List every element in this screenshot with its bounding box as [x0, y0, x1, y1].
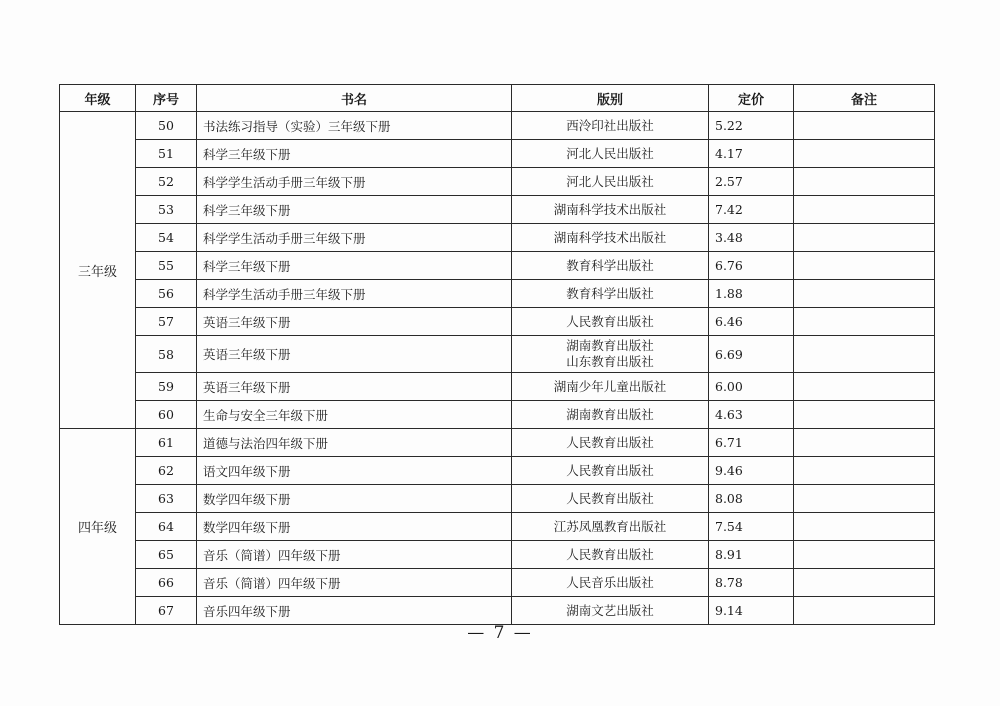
note-cell — [794, 112, 935, 140]
grade-cell: 四年级 — [60, 429, 136, 625]
seq-cell: 56 — [136, 280, 197, 308]
publisher-cell — [512, 429, 709, 457]
table-row — [60, 252, 935, 280]
publisher-name: 人民教育出版社 — [566, 462, 654, 478]
publisher-name: 西泠印社出版社 — [566, 117, 654, 133]
publisher-cell — [512, 373, 709, 401]
header-title: 书名 — [197, 85, 512, 112]
table-row — [60, 112, 935, 140]
seq-cell: 66 — [136, 569, 197, 597]
book-title-cell: 科学三年级下册 — [197, 140, 512, 168]
publisher-cell — [512, 196, 709, 224]
publisher-cell — [512, 112, 709, 140]
price-cell: 6.71 — [709, 429, 794, 457]
book-title-cell: 数学四年级下册 — [197, 485, 512, 513]
publisher-cell — [512, 140, 709, 168]
publisher-name: 人民音乐出版社 — [566, 574, 654, 590]
publisher-cell — [512, 252, 709, 280]
publisher-name: 人民教育出版社 — [566, 313, 654, 329]
table-header-row — [60, 85, 935, 112]
note-cell — [794, 373, 935, 401]
book-title-cell: 生命与安全三年级下册 — [197, 401, 512, 429]
table-row — [60, 308, 935, 336]
note-cell — [794, 196, 935, 224]
seq-cell: 64 — [136, 513, 197, 541]
table-row — [60, 541, 935, 569]
header-grade: 年级 — [60, 85, 136, 112]
table-row — [60, 168, 935, 196]
publisher-name: 河北人民出版社 — [566, 173, 654, 189]
publisher-name: 人民教育出版社 — [566, 546, 654, 562]
seq-cell: 62 — [136, 457, 197, 485]
publisher-cell — [512, 485, 709, 513]
book-title-cell: 书法练习指导（实验）三年级下册 — [197, 112, 512, 140]
book-title-cell: 英语三年级下册 — [197, 308, 512, 336]
publisher-cell — [512, 336, 709, 373]
header-publisher: 版别 — [512, 85, 709, 112]
publisher-cell — [512, 401, 709, 429]
book-title-cell: 科学学生活动手册三年级下册 — [197, 224, 512, 252]
table-row — [60, 373, 935, 401]
textbook-price-table — [59, 84, 935, 625]
book-title-cell: 科学三年级下册 — [197, 252, 512, 280]
seq-cell: 58 — [136, 336, 197, 373]
price-cell: 1.88 — [709, 280, 794, 308]
publisher-name: 湖南文艺出版社 — [566, 602, 654, 618]
note-cell — [794, 401, 935, 429]
publisher-name: 湖南科学技术出版社 — [553, 201, 667, 217]
table-row — [60, 597, 935, 625]
publisher-name: 湖南少年儿童出版社 — [553, 378, 667, 394]
book-title-cell: 道德与法治四年级下册 — [197, 429, 512, 457]
publisher-name: 山东教育出版社 — [566, 354, 654, 369]
price-cell: 8.91 — [709, 541, 794, 569]
price-cell: 8.78 — [709, 569, 794, 597]
price-cell: 6.00 — [709, 373, 794, 401]
price-cell: 6.69 — [709, 336, 794, 373]
table-row — [60, 513, 935, 541]
note-cell — [794, 457, 935, 485]
book-title-cell: 音乐（简谱）四年级下册 — [197, 541, 512, 569]
seq-cell: 60 — [136, 401, 197, 429]
book-title-cell: 语文四年级下册 — [197, 457, 512, 485]
page-number: — 7 — — [467, 623, 533, 643]
table-row — [60, 336, 935, 373]
seq-cell: 59 — [136, 373, 197, 401]
seq-cell: 51 — [136, 140, 197, 168]
publisher-cell — [512, 280, 709, 308]
table-row — [60, 140, 935, 168]
publisher-cell — [512, 224, 709, 252]
note-cell — [794, 280, 935, 308]
note-cell — [794, 224, 935, 252]
publisher-cell — [512, 308, 709, 336]
publisher-cell — [512, 513, 709, 541]
price-cell: 6.76 — [709, 252, 794, 280]
publisher-name: 教育科学出版社 — [566, 285, 654, 301]
table-row — [60, 401, 935, 429]
publisher-name: 湖南教育出版社 — [566, 338, 654, 353]
table-row — [60, 280, 935, 308]
seq-cell: 65 — [136, 541, 197, 569]
note-cell — [794, 541, 935, 569]
note-cell — [794, 252, 935, 280]
publisher-name: 湖南教育出版社 — [566, 406, 654, 422]
publisher-cell — [512, 541, 709, 569]
publisher-cell — [512, 457, 709, 485]
price-cell: 4.63 — [709, 401, 794, 429]
note-cell — [794, 336, 935, 373]
seq-cell: 53 — [136, 196, 197, 224]
book-title-cell: 科学三年级下册 — [197, 196, 512, 224]
table-row — [60, 485, 935, 513]
table-row — [60, 569, 935, 597]
seq-cell: 50 — [136, 112, 197, 140]
book-title-cell: 英语三年级下册 — [197, 336, 512, 373]
book-title-cell: 科学学生活动手册三年级下册 — [197, 168, 512, 196]
book-title-cell: 英语三年级下册 — [197, 373, 512, 401]
publisher-name: 河北人民出版社 — [566, 145, 654, 161]
table-body — [60, 112, 935, 625]
note-cell — [794, 597, 935, 625]
seq-cell: 57 — [136, 308, 197, 336]
grade-cell: 三年级 — [60, 112, 136, 429]
header-note: 备注 — [794, 85, 935, 112]
table-row — [60, 429, 935, 457]
publisher-cell — [512, 168, 709, 196]
price-cell: 5.22 — [709, 112, 794, 140]
note-cell — [794, 168, 935, 196]
publisher-name: 江苏凤凰教育出版社 — [553, 518, 667, 534]
book-title-cell: 科学学生活动手册三年级下册 — [197, 280, 512, 308]
price-cell: 7.54 — [709, 513, 794, 541]
note-cell — [794, 429, 935, 457]
price-cell: 2.57 — [709, 168, 794, 196]
seq-cell: 54 — [136, 224, 197, 252]
seq-cell: 52 — [136, 168, 197, 196]
header-seq: 序号 — [136, 85, 197, 112]
publisher-name: 人民教育出版社 — [566, 434, 654, 450]
header-price: 定价 — [709, 85, 794, 112]
publisher-name: 湖南科学技术出版社 — [553, 229, 667, 245]
note-cell — [794, 485, 935, 513]
publisher-name: 教育科学出版社 — [566, 257, 654, 273]
book-title-cell: 数学四年级下册 — [197, 513, 512, 541]
note-cell — [794, 140, 935, 168]
publisher-cell — [512, 569, 709, 597]
table-row — [60, 196, 935, 224]
book-title-cell: 音乐四年级下册 — [197, 597, 512, 625]
price-cell: 4.17 — [709, 140, 794, 168]
seq-cell: 61 — [136, 429, 197, 457]
seq-cell: 67 — [136, 597, 197, 625]
price-cell: 8.08 — [709, 485, 794, 513]
note-cell — [794, 513, 935, 541]
publisher-cell — [512, 597, 709, 625]
seq-cell: 55 — [136, 252, 197, 280]
table-row — [60, 457, 935, 485]
publisher-name: 人民教育出版社 — [566, 490, 654, 506]
price-cell: 9.14 — [709, 597, 794, 625]
table-row — [60, 224, 935, 252]
price-cell: 9.46 — [709, 457, 794, 485]
book-title-cell: 音乐（简谱）四年级下册 — [197, 569, 512, 597]
price-cell: 3.48 — [709, 224, 794, 252]
seq-cell: 63 — [136, 485, 197, 513]
price-cell: 6.46 — [709, 308, 794, 336]
note-cell — [794, 569, 935, 597]
note-cell — [794, 308, 935, 336]
price-cell: 7.42 — [709, 196, 794, 224]
